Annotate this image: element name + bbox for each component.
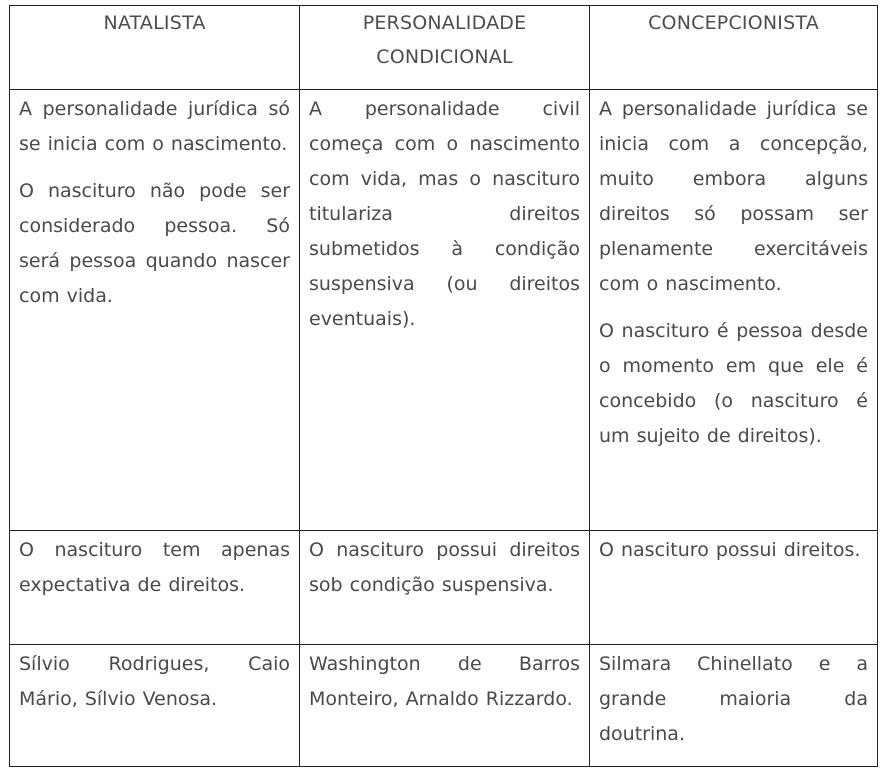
table-cell bbox=[10, 645, 300, 767]
comparison-table bbox=[9, 5, 878, 767]
cell-paragraph: O nascituro possui direitos. bbox=[599, 539, 861, 561]
cell-paragraph: O nascituro não pode ser considerado pessoa. Só será pessoa quando nascer com vida. bbox=[19, 180, 290, 307]
cell-paragraph: Sílvio Rodrigues, Caio Mário, Sílvio Venosa. bbox=[19, 653, 290, 710]
cell-paragraph: Silmara Chinellato e a grande maioria da doutrina. bbox=[599, 653, 868, 745]
table-cell bbox=[10, 90, 300, 531]
header-natalista: NATALISTA bbox=[10, 6, 300, 90]
cell-paragraph: A personalidade civil começa com o nascimento com vida, mas o nascituro titulariza direitos submetidos à condição suspensiva (ou direitos eventuais). bbox=[309, 98, 580, 330]
table-cell bbox=[590, 90, 878, 531]
table-row bbox=[10, 645, 878, 767]
header-personalidade-condicional: PERSONALIDADE CONDICIONAL bbox=[300, 6, 590, 90]
cell-paragraph: A personalidade jurídica se inicia com a concepção, muito embora alguns direitos só possam ser plenamente exercitáveis com o nascimento. bbox=[599, 98, 868, 295]
table-cell bbox=[590, 645, 878, 767]
cell-paragraph: A personalidade jurídica só se inicia com o nascimento. bbox=[19, 98, 290, 155]
table-row bbox=[10, 90, 878, 531]
cell-paragraph: O nascituro possui direitos sob condição suspensiva. bbox=[309, 539, 580, 596]
comparison-table-container bbox=[9, 5, 877, 766]
header-row bbox=[10, 6, 878, 90]
cell-paragraph: O nascituro é pessoa desde o momento em que ele é concebido (o nascituro é um sujeito de direitos). bbox=[599, 320, 868, 447]
table-cell bbox=[300, 645, 590, 767]
cell-paragraph: Washington de Barros Monteiro, Arnaldo Rizzardo. bbox=[309, 653, 580, 710]
table-row bbox=[10, 531, 878, 645]
cell-paragraph: O nascituro tem apenas expectativa de direitos. bbox=[19, 539, 290, 596]
table-cell bbox=[300, 90, 590, 531]
table-cell bbox=[10, 531, 300, 645]
header-concepcionista: CONCEPCIONISTA bbox=[590, 6, 878, 90]
table-cell bbox=[590, 531, 878, 645]
table-cell bbox=[300, 531, 590, 645]
